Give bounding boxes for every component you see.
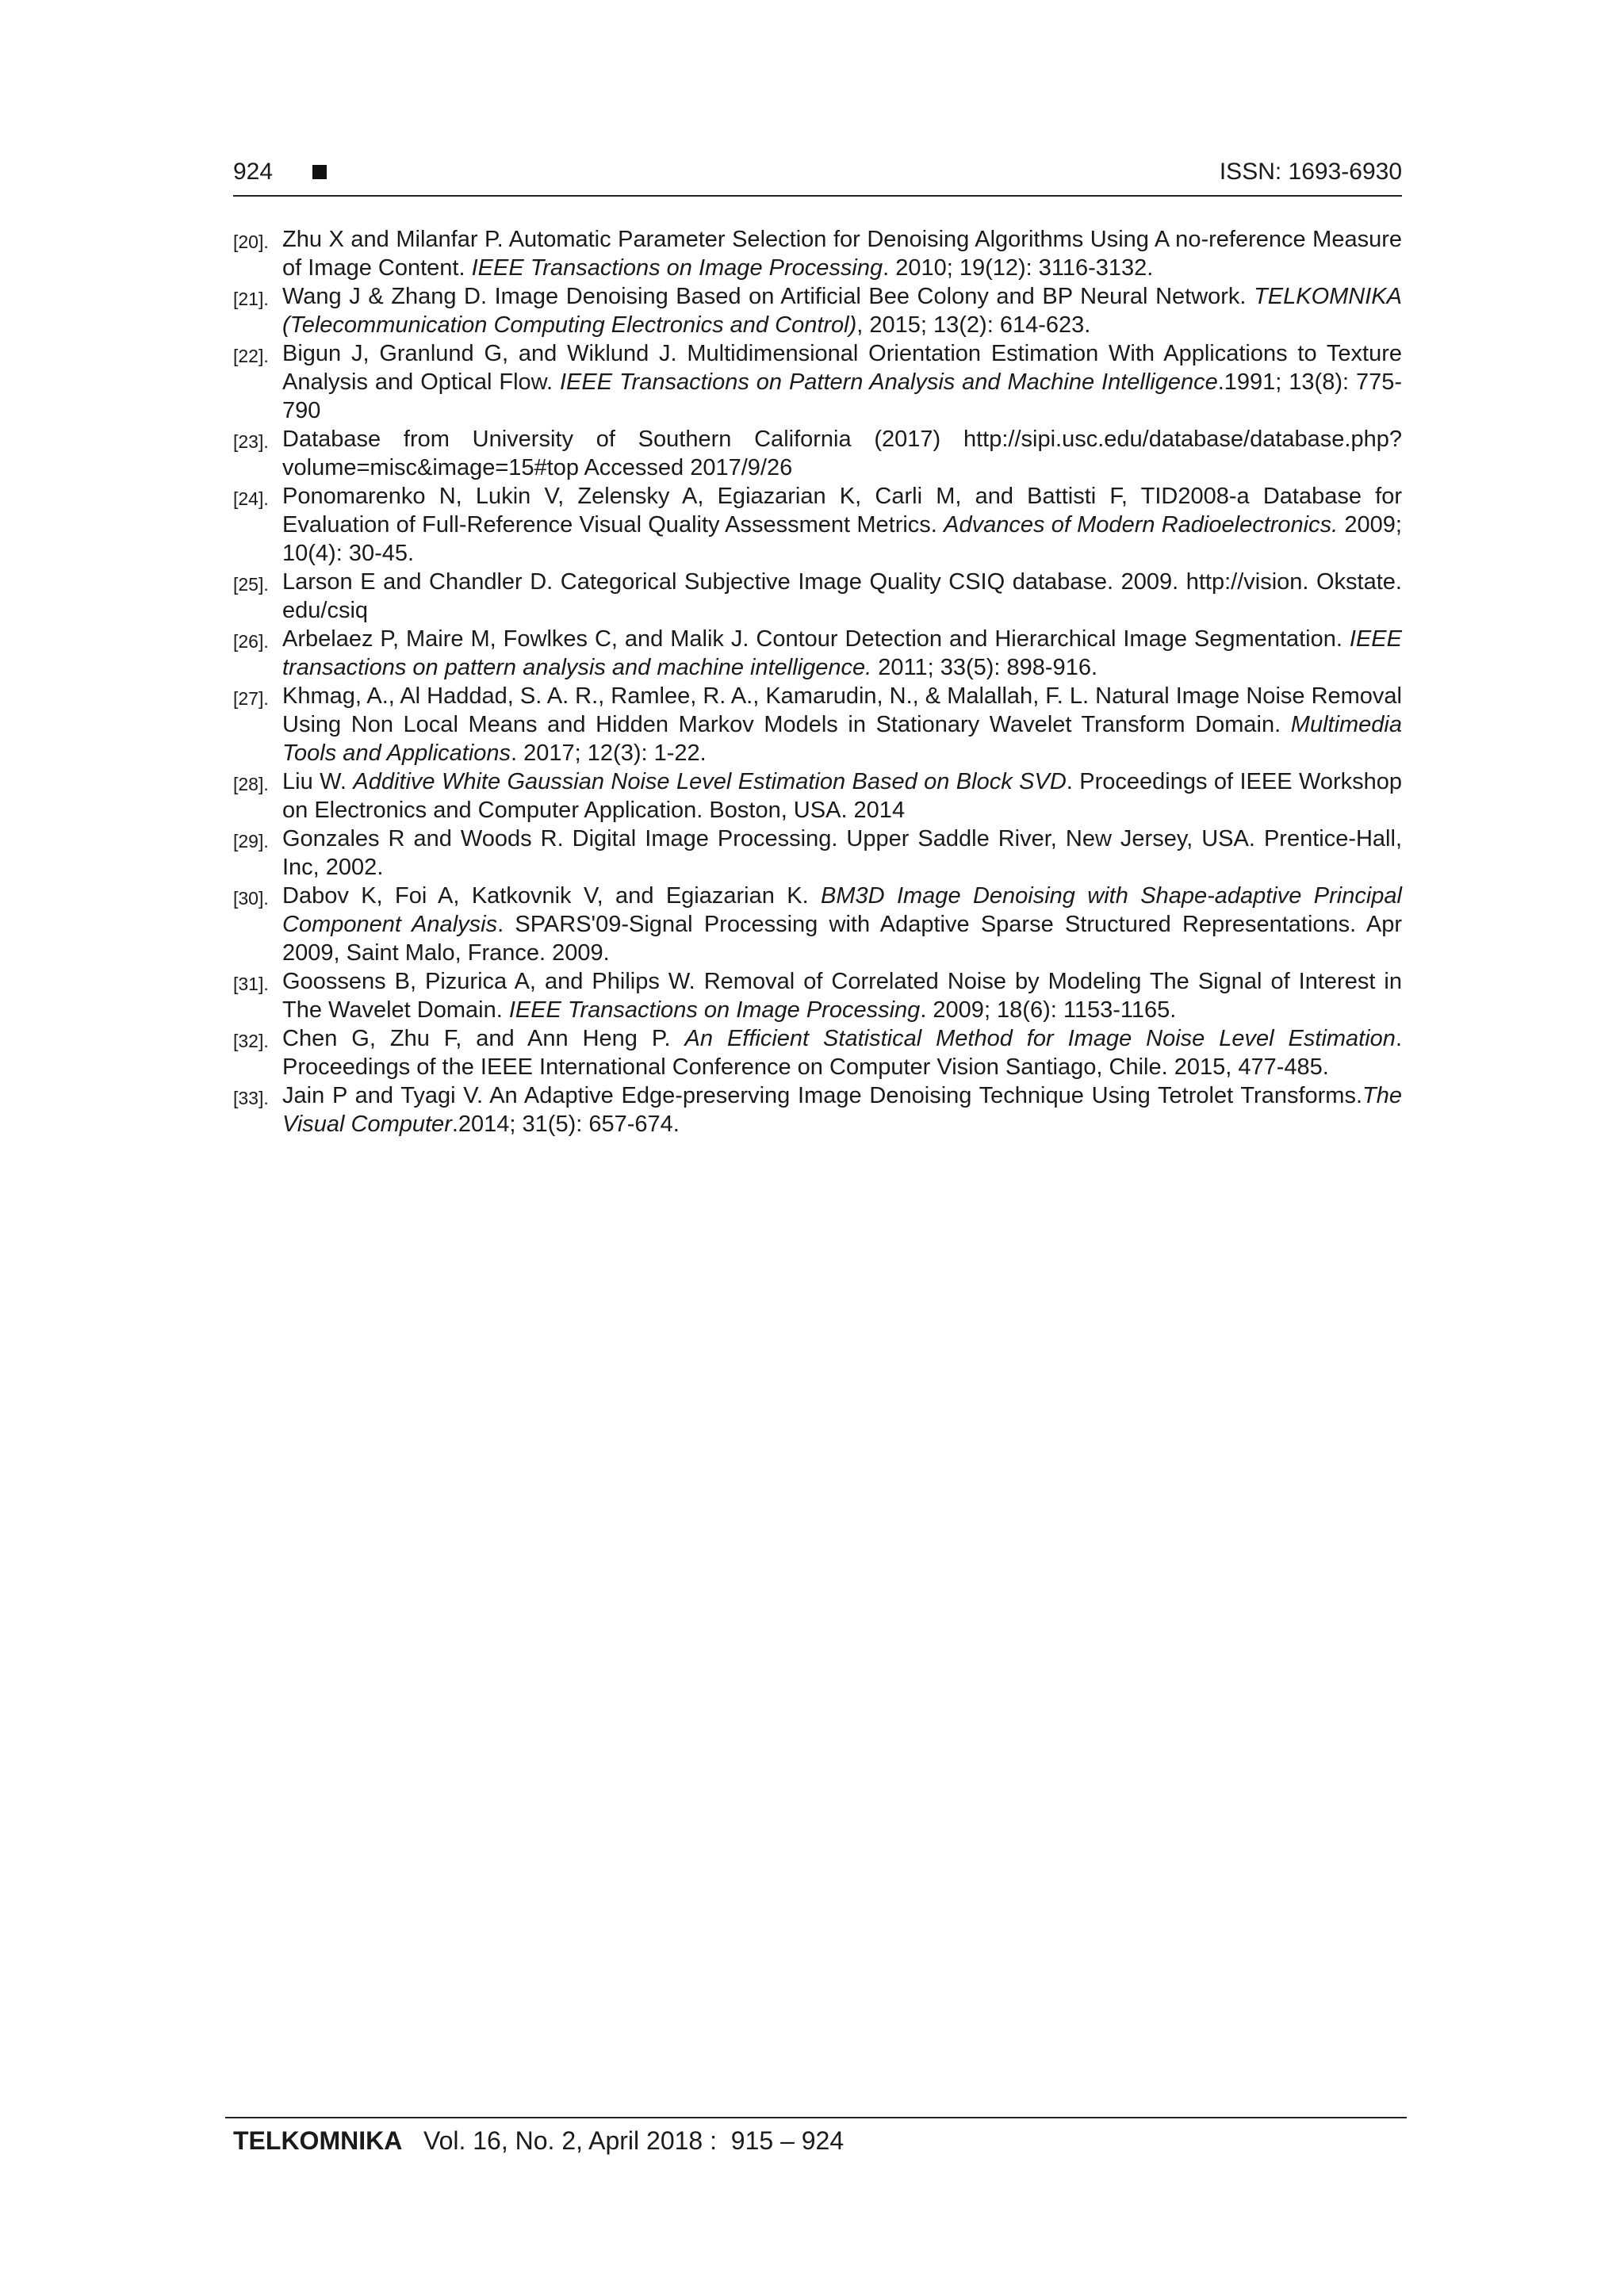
reference-number: [32].: [233, 1031, 269, 1051]
reference-details: 2011; 33(5): 898-916.: [871, 655, 1098, 680]
reference-details: .1991; 13(8): 775-790: [282, 369, 1402, 423]
reference-source: IEEE Transactions on Image Processing: [508, 997, 921, 1023]
reference-details: . Proceedings of IEEE Workshop on Electronics and Computer Application. Boston, USA. 2014: [282, 769, 1402, 823]
reference-number: [29].: [233, 831, 269, 851]
reference-number: [28].: [233, 774, 269, 794]
page-footer: [233, 2126, 844, 2156]
reference-details: . Proceedings of the IEEE International Conference on Computer Vision Santiago, Chile. 2015, 477-485.: [282, 1026, 1402, 1080]
reference-text: Wang J & Zhang D. Image Denoising Based on Artificial Bee Colony and BP Neural Network.: [282, 284, 1254, 309]
reference-source: Additive White Gaussian Noise Level Estimation Based on Block SVD: [353, 769, 1067, 794]
reference-details: , 2015; 13(2): 614-623.: [856, 312, 1091, 338]
reference-source: IEEE transactions on pattern analysis and machine intelligence.: [282, 626, 1402, 680]
reference-text: Ponomarenko N, Lukin V, Zelensky A, Egiazarian K, Carli M, and Battisti F, TID2008-a Database for Evaluation of Full-Reference Visual Quality Assessment Metrics.: [282, 484, 1402, 538]
reference-number: [21].: [233, 289, 269, 309]
reference-text: Zhu X and Milanfar P. Automatic Parameter Selection for Denoising Algorithms Using A no-reference Measure of Image Content.: [282, 227, 1402, 281]
reference-entry: [233, 425, 1402, 482]
reference-source: BM3D Image Denoising with Shape-adaptive Principal Component Analysis: [282, 883, 1402, 937]
reference-source: IEEE Transactions on Image Processing: [471, 255, 883, 281]
reference-entry: [233, 967, 1402, 1024]
reference-entry: [233, 225, 1402, 282]
reference-number: [23].: [233, 431, 269, 452]
reference-text: Jain P and Tyagi V. An Adaptive Edge-preserving Image Denoising Technique Using Tetrolet Transforms.: [282, 1083, 1363, 1108]
reference-number: [31].: [233, 974, 269, 994]
reference-text: Larson E and Chandler D. Categorical Subjective Image Quality CSIQ database. 2009. http://vision. Okstate. edu/csiq: [282, 569, 1402, 623]
reference-details: . 2009; 18(6): 1153-1165.: [920, 997, 1177, 1023]
reference-text: Khmag, A., Al Haddad, S. A. R., Ramlee, R. A., Kamarudin, N., & Malallah, F. L. Natural Image Noise Removal Using Non Local Means and Hidden Markov Models in Stationary Wavelet Transform Domain.: [282, 683, 1402, 737]
reference-number: [20].: [233, 232, 269, 252]
reference-entry: [233, 568, 1402, 625]
reference-number: [22].: [233, 346, 269, 366]
reference-number: [33].: [233, 1088, 269, 1108]
reference-entry: [233, 282, 1402, 339]
reference-number: [26].: [233, 631, 269, 652]
reference-number: [25].: [233, 574, 269, 595]
issn: ISSN: 1693-6930: [1219, 159, 1402, 185]
footer-citation: Vol. 16, No. 2, April 2018 : 915 – 924: [402, 2126, 845, 2155]
footer-journal: TELKOMNIKA: [233, 2126, 403, 2155]
reference-text: Gonzales R and Woods R. Digital Image Processing. Upper Saddle River, New Jersey, USA. Prentice-Hall, Inc, 2002.: [282, 826, 1402, 880]
reference-text: Arbelaez P, Maire M, Fowlkes C, and Malik J. Contour Detection and Hierarchical Image Segmentation.: [282, 626, 1350, 652]
page-number: 924: [233, 159, 274, 185]
reference-details: .2014; 31(5): 657-674.: [451, 1112, 680, 1137]
reference-text: Goossens B, Pizurica A, and Philips W. Removal of Correlated Noise by Modeling The Signal of Interest in The Wavelet Domain.: [282, 969, 1402, 1023]
reference-entry: [233, 767, 1402, 825]
reference-source: TELKOMNIKA (Telecommunication Computing Electronics and Control): [282, 284, 1402, 338]
reference-details: . 2017; 12(3): 1-22.: [511, 740, 707, 766]
reference-source: The Visual Computer: [282, 1083, 1402, 1137]
reference-entry: [233, 682, 1402, 767]
reference-entry: [233, 625, 1402, 682]
reference-entry: [233, 1024, 1402, 1081]
reference-entry: [233, 882, 1402, 967]
header-divider: [233, 195, 1402, 197]
reference-entry: [233, 339, 1402, 425]
page-header: [233, 154, 1402, 195]
reference-details: . SPARS'09-Signal Processing with Adaptive Sparse Structured Representations. Apr 2009, Saint Malo, France. 2009.: [282, 912, 1402, 966]
reference-source: An Efficient Statistical Method for Image Noise Level Estimation: [684, 1026, 1396, 1051]
reference-number: [30].: [233, 888, 269, 909]
reference-text: Chen G, Zhu F, and Ann Heng P.: [282, 1026, 685, 1051]
reference-text: Bigun J, Granlund G, and Wiklund J. Multidimensional Orientation Estimation With Applications to Texture Analysis and Optical Flow.: [282, 341, 1402, 395]
reference-details: 2009; 10(4): 30-45.: [282, 512, 1402, 566]
reference-text: Dabov K, Foi A, Katkovnik V, and Egiazarian K.: [282, 883, 822, 909]
reference-details: . 2010; 19(12): 3116-3132.: [883, 255, 1154, 281]
reference-text: Liu W.: [282, 769, 354, 794]
footer-divider: [225, 2117, 1407, 2118]
reference-source: Multimedia Tools and Applications: [282, 712, 1402, 766]
square-bullet-icon: [312, 165, 327, 179]
reference-entry: [233, 825, 1402, 882]
reference-entry: [233, 482, 1402, 568]
reference-source: IEEE Transactions on Pattern Analysis and Machine Intelligence: [559, 369, 1218, 395]
reference-source: Advances of Modern Radioelectronics.: [944, 512, 1339, 538]
reference-entry: [233, 1081, 1402, 1138]
reference-list: [233, 225, 1402, 1138]
reference-text: Database from University of Southern California (2017) http://sipi.usc.edu/database/database.php?volume=misc&image=15#top Accessed 2017/9/26: [282, 427, 1402, 480]
reference-number: [24].: [233, 488, 269, 509]
reference-number: [27].: [233, 688, 269, 709]
